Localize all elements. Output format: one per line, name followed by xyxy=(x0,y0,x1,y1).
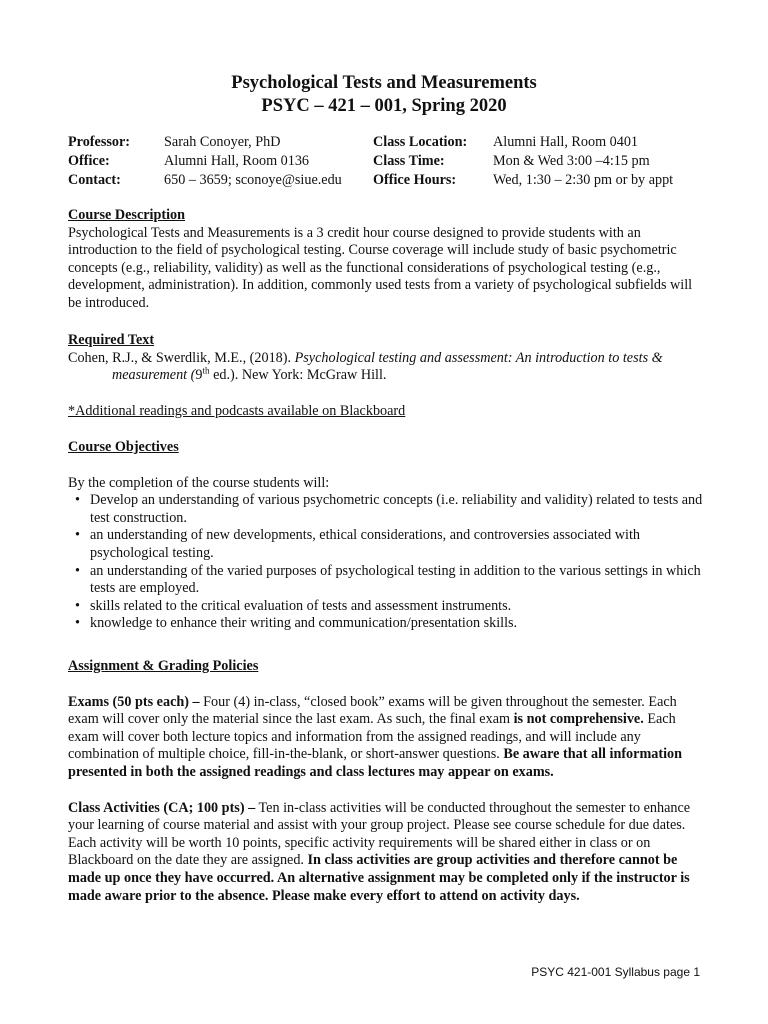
course-description-heading: Course Description xyxy=(68,207,186,223)
bullet-icon: • xyxy=(75,492,80,509)
objectives-list xyxy=(68,492,708,633)
bullet-icon: • xyxy=(75,615,80,632)
required-text-section xyxy=(68,332,708,420)
activities-label: Class Activities (CA; 100 pts) – xyxy=(68,799,256,816)
list-item: • an understanding of the varied purposes of psychological testing in addition to the various settings in which tests are employed. xyxy=(75,562,701,597)
exams-not-comprehensive: is not comprehensive. xyxy=(513,711,644,728)
course-title: Psychological Tests and Measurements xyxy=(231,73,537,93)
class-location-value: Alumni Hall, Room 0401 xyxy=(493,134,639,150)
citation-title: Psychological testing and assessment: An introduction to tests & measurement ( xyxy=(112,349,663,384)
list-item: • skills related to the critical evaluation of tests and assessment instruments. xyxy=(75,597,512,614)
class-location-label: Class Location: xyxy=(373,134,468,150)
office-label: Office: xyxy=(68,153,110,169)
document-title xyxy=(0,72,768,118)
office-value: Alumni Hall, Room 0136 xyxy=(164,153,310,169)
course-code: PSYC – 421 – 001, Spring 2020 xyxy=(261,96,507,116)
activities-policy: In class activities are group activities and therefore cannot be made up once they have occurred. An alternative assignment may be completed only if the instructor is made aware prior to the absence. Please make every effort to attend on activity days. xyxy=(68,852,690,904)
citation-publisher: ed.). New York: McGraw Hill. xyxy=(209,367,387,384)
bullet-icon: • xyxy=(75,527,80,544)
office-hours-value: Wed, 1:30 – 2:30 pm or by appt xyxy=(493,172,674,188)
contact-label: Contact: xyxy=(68,172,121,188)
exams-warning: Be aware that all information presented in both the assigned readings and class lectures may appear on exams. xyxy=(68,746,683,780)
citation-authors: Cohen, R.J., & Swerdlik, M.E., (2018). xyxy=(68,349,295,366)
professor-label: Professor: xyxy=(68,134,130,150)
class-time-value: Mon & Wed 3:00 –4:15 pm xyxy=(493,153,650,169)
citation-edition-number: 9 xyxy=(195,367,203,384)
grading-section xyxy=(68,658,708,905)
course-objectives-heading: Course Objectives xyxy=(68,439,179,455)
office-hours-label: Office Hours: xyxy=(373,172,457,188)
required-text-heading: Required Text xyxy=(68,332,155,348)
exams-label: Exams (50 pts each) – xyxy=(68,693,200,710)
professor-value: Sarah Conoyer, PhD xyxy=(164,134,281,150)
grading-heading: Assignment & Grading Policies xyxy=(68,658,259,674)
objectives-intro: By the completion of the course students will: xyxy=(68,474,330,491)
exams-paragraph: Exams (50 pts each) – Four (4) in-class, “closed book” exams will be given throughout the semester. Each exam will cover only the material since the last exam. As such, the final exam is not comprehensive. Each exam will cover both lecture topics and information from the assigned readings, and will include any combination of multiple choice, fill-in-the-blank, or short-answer questions. Be aware that all information presented in both the assigned readings and class lectures may appear on exams. xyxy=(68,693,683,780)
list-item: • Develop an understanding of various psychometric concepts (i.e. reliability and validity) related to tests and test construction. xyxy=(75,492,703,526)
citation-edition-suffix: th xyxy=(202,365,210,376)
course-description-section xyxy=(68,207,708,313)
list-item: • knowledge to enhance their writing and communication/presentation skills. xyxy=(75,615,518,632)
blackboard-note: *Additional readings and podcasts available on Blackboard xyxy=(68,402,406,419)
contact-value: 650 – 3659; sconoye@siue.edu xyxy=(164,172,342,188)
bullet-icon: • xyxy=(75,562,80,579)
class-time-label: Class Time: xyxy=(373,153,445,169)
bullet-icon: • xyxy=(75,597,80,614)
activities-paragraph: Class Activities (CA; 100 pts) – Ten in-class activities will be conducted throughout the semester to enhance your learning of course material and assist with your group project. Please see course schedule for due dates. Each activity will be worth 10 points, specific activity requirements will be shared either in class or on Blackboard on the date they are assigned. In class activities are group activities and therefore cannot be made up once they have occurred. An alternative assignment may be completed only if the instructor is made aware prior to the absence. Please make every effort to attend on activity days. xyxy=(68,799,691,904)
course-objectives-section xyxy=(68,439,708,633)
textbook-citation xyxy=(68,350,708,385)
page-footer: PSYC 421-001 Syllabus page 1 xyxy=(531,965,700,979)
list-item: • an understanding of new developments, ethical considerations, and controversies associated with psychological testing. xyxy=(75,527,641,561)
course-description-text: Psychological Tests and Measurements is a 3 credit hour course designed to provide students with an introduction to the field of psychological testing. Course coverage will include study of basic psychometric concepts (e.g., reliability, validity) as well as the functional considerations of psychological testing (e.g., development, administration). In addition, commonly used tests from a variety of psychological subfields will be introduced. xyxy=(68,224,693,311)
